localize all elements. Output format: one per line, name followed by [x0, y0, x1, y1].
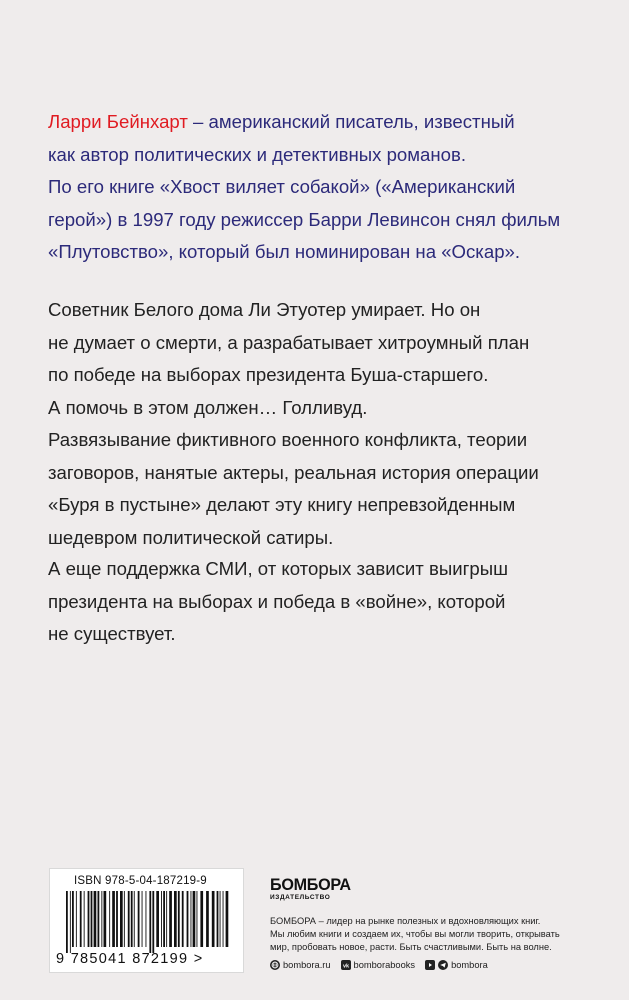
- barcode-bar: [120, 891, 123, 947]
- publisher-desc-line: Мы любим книги и создаем их, чтобы вы могли творить, открывать: [270, 929, 560, 939]
- barcode-bar: [161, 891, 162, 947]
- author-bio-line: – американский писатель, известный: [187, 111, 515, 132]
- social-label: bomborabooks: [353, 960, 416, 970]
- barcode-bar: [76, 891, 77, 947]
- barcode-bar: [226, 891, 229, 947]
- paragraph-line: «Буря в пустыне» делают эту книгу непревзойденным: [48, 494, 516, 515]
- paragraph-line: А еще поддержка СМИ, от которых зависит выигрыш: [48, 558, 509, 579]
- isbn-label: ISBN 978-5-04-187219-9: [74, 875, 207, 887]
- barcode-bar: [149, 891, 151, 953]
- barcode-bar: [187, 891, 189, 947]
- ean-digits: 9 785041 872199 >: [56, 951, 204, 967]
- author-bio-line: как автор политических и детективных романов.: [48, 143, 467, 165]
- barcode-bar: [146, 891, 147, 947]
- barcode-bar: [124, 891, 125, 947]
- barcode-bar: [84, 891, 85, 947]
- barcode-bar: [72, 891, 74, 947]
- paragraph-line: Советник Белого дома Ли Этуотер умирает. Но он: [48, 299, 481, 320]
- isbn-barcode: [49, 868, 244, 973]
- barcode-bar: [131, 891, 133, 947]
- barcode-bar: [217, 891, 219, 947]
- author-bio-line: «Плутовство», который был номинирован на «Оскар».: [48, 241, 521, 262]
- barcode-bar: [178, 891, 180, 947]
- social-youtube-telegram[interactable]: [425, 960, 488, 970]
- barcode-bar: [66, 891, 68, 953]
- barcode-bar: [94, 891, 97, 947]
- barcode-bar: [101, 891, 102, 947]
- barcode-bar: [112, 891, 115, 947]
- svg-text:vk: vk: [342, 963, 349, 970]
- annotation-paragraph-1: [48, 294, 608, 424]
- publisher-socials: [270, 960, 620, 970]
- author-bio-line: герой») в 1997 году режиссер Барри Левинсон снял фильм: [48, 208, 561, 230]
- telegram-icon: [438, 960, 448, 970]
- barcode-bar: [193, 891, 196, 947]
- social-label: bombora: [451, 960, 488, 970]
- barcode-bar: [70, 891, 71, 953]
- barcode-bar: [212, 891, 215, 947]
- social-website[interactable]: [270, 960, 331, 970]
- annotation-paragraph-3: [48, 553, 608, 651]
- barcode-bar: [116, 891, 118, 947]
- paragraph-line: по победе на выборах президента Буша-старшего.: [48, 364, 489, 385]
- barcode-bar: [223, 891, 224, 947]
- barcode-bar: [152, 891, 154, 953]
- social-vk[interactable]: [341, 960, 416, 970]
- paragraph-line: Развязывание фиктивного военного конфликта, теории: [48, 429, 528, 450]
- barcode-bar: [88, 891, 90, 947]
- barcode-bar: [142, 891, 143, 947]
- barcode-bar: [197, 891, 198, 947]
- author-name: Ларри Бейнхарт: [48, 111, 188, 132]
- barcode-bar: [206, 891, 209, 947]
- publisher-description: [270, 915, 620, 954]
- barcode-bar: [138, 891, 140, 947]
- barcode-bar: [109, 891, 110, 947]
- author-bio: [48, 106, 608, 269]
- author-bio-line: По его книге «Хвост виляет собакой» («Американский: [48, 176, 516, 197]
- publisher-logo-subtitle: ИЗДАТЕЛЬСТВО: [270, 894, 331, 901]
- barcode-bar: [80, 891, 82, 947]
- barcode-bar: [163, 891, 165, 947]
- barcode-bar: [104, 891, 107, 947]
- youtube-icon: [425, 960, 435, 970]
- barcode-bar: [156, 891, 159, 947]
- barcode-bar: [134, 891, 135, 947]
- barcode-bar: [169, 891, 172, 947]
- publisher-desc-line: мир, пробовать новое, расти. Быть счастливыми. Быть на волне.: [270, 942, 552, 952]
- paragraph-line: не думает о смерти, а разрабатывает хитроумный план: [48, 331, 530, 353]
- publisher-desc-line: БОМБОРА – лидер на рынке полезных и вдохновляющих книг.: [270, 916, 541, 926]
- paragraph-line: А помочь в этом должен… Голливуд.: [48, 396, 368, 418]
- paragraph-line: не существует.: [48, 623, 176, 644]
- barcode-bar: [200, 891, 203, 947]
- paragraph-line: президента на выборах и победа в «войне», которой: [48, 590, 506, 612]
- barcode-bar: [91, 891, 93, 947]
- barcode-bar: [174, 891, 177, 947]
- barcode-bar: [220, 891, 221, 947]
- social-label: bombora.ru: [283, 960, 331, 970]
- barcode-bar: [128, 891, 130, 947]
- annotation-paragraph-2: [48, 424, 608, 554]
- barcode-bar: [98, 891, 100, 947]
- barcode-bar: [191, 891, 192, 947]
- barcode-bar: [166, 891, 167, 947]
- paragraph-line: заговоров, нанятые актеры, реальная история операции: [48, 461, 539, 483]
- publisher-logo: БОМБОРА: [270, 875, 351, 894]
- barcode-bar: [182, 891, 184, 947]
- publisher-block: [270, 876, 620, 970]
- paragraph-line: шедевром политической сатиры.: [48, 526, 334, 548]
- vk-icon: [341, 960, 351, 970]
- globe-icon: [270, 960, 280, 970]
